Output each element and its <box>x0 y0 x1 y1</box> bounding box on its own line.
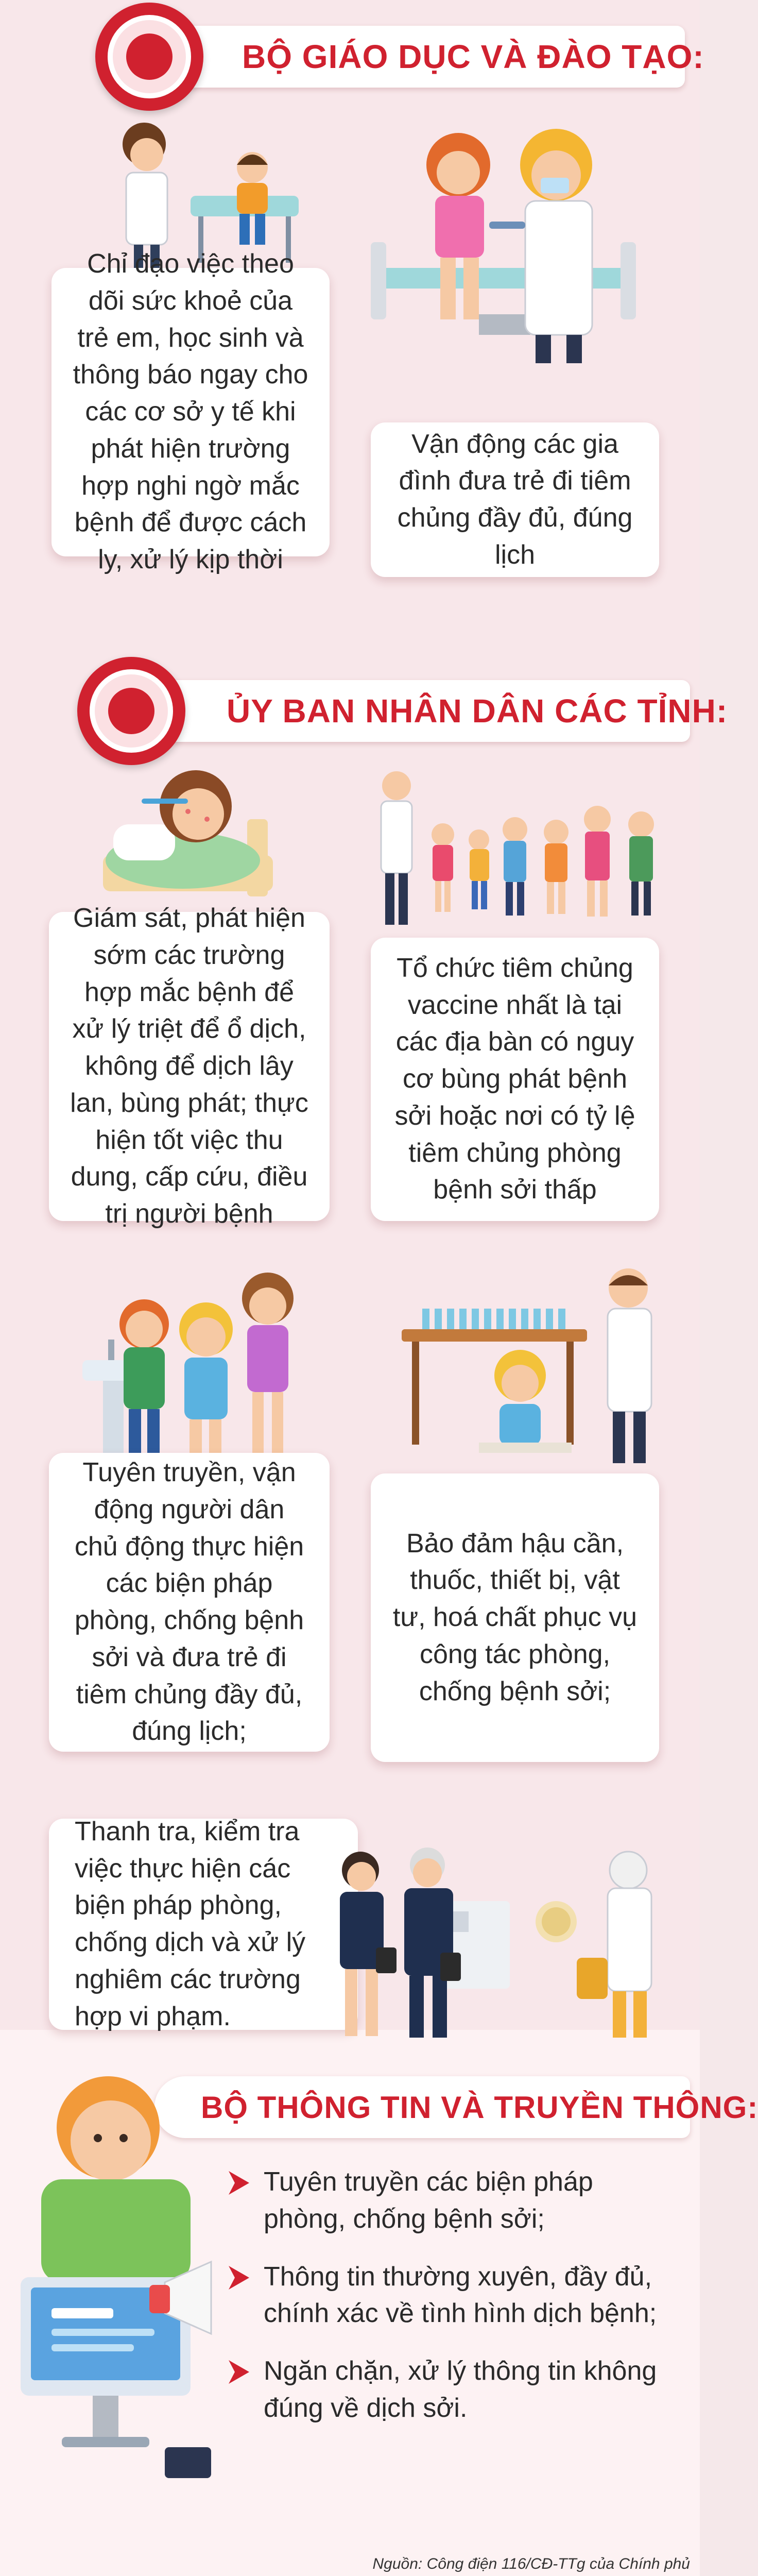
arrow-icon <box>227 2264 251 2292</box>
source-note: Nguồn: Công điện 116/CĐ-TTg của Chính phủ <box>372 2555 690 2572</box>
province-item-4-card <box>371 1473 659 1762</box>
education-item-1-text: Chỉ đạo việc theo dõi sức khoẻ của trẻ em, học sinh và thông báo ngay cho các cơ sở y tế khi phát hiện trường hợp nghi ngờ mắc bệnh để được cách ly, xử lý kịp thời <box>73 249 308 575</box>
section-3-title: BỘ THÔNG TIN VÀ TRUYỀN THÔNG: <box>201 2090 758 2125</box>
section-2-title: ỦY BAN NHÂN DÂN CÁC TỈNH: <box>227 692 728 730</box>
province-item-2-card <box>371 938 659 1221</box>
section-3-banner <box>154 2076 758 2138</box>
province-item-1-text: Giám sát, phát hiện sớm các trường hợp mắc bệnh để xử lý triệt để ổ dịch, không để dịch lây lan, bùng phát; thực hiện tốt việc thu dung, cấp cứu, điều trị người bệnh <box>70 903 308 1229</box>
info-bullet-list <box>227 2164 680 2427</box>
education-item-2-text: Vận động các gia đình đưa trẻ đi tiêm chủng đầy đủ, đúng lịch <box>397 429 633 570</box>
education-item-1-card <box>51 249 330 575</box>
info-bullet-3 <box>227 2353 680 2427</box>
education-item-2-card <box>371 422 659 577</box>
inspectors-illustration <box>319 1844 690 2040</box>
children-queue-illustration <box>360 762 669 938</box>
province-item-5-card <box>49 1816 358 2031</box>
nurse-vaccine-illustration <box>360 108 649 366</box>
section-1-title: BỘ GIÁO DỤC VÀ ĐÀO TẠO: <box>242 38 704 75</box>
province-item-4-text: Bảo đảm hậu cần, thuốc, thiết bị, vật tư, hoá chất phục vụ công tác phòng, chống bệnh sởi; <box>392 1528 638 1706</box>
info-bullet-2-text: Thông tin thường xuyên, đầy đủ, chính xác về tình hình dịch bệnh; <box>264 2261 657 2329</box>
handwashing-children-illustration <box>72 1267 319 1484</box>
info-bullet-2 <box>227 2259 680 2333</box>
medical-supplies-illustration <box>391 1257 680 1473</box>
computer-megaphone-illustration <box>10 2056 216 2483</box>
arrow-icon <box>227 2169 251 2197</box>
arrow-icon <box>227 2358 251 2386</box>
province-item-2-text: Tổ chức tiêm chủng vaccine nhất là tại các địa bàn có nguy cơ bùng phát bệnh sởi hoặc nơi có tỷ lệ tiêm chủng phòng bệnh sởi thấp <box>394 953 635 1205</box>
section-1-badge-icon <box>95 3 203 111</box>
info-bullet-1-text: Tuyên truyền các biện pháp phòng, chống bệnh sởi; <box>264 2167 593 2234</box>
province-item-5-text: Thanh tra, kiểm tra việc thực hiện các biện pháp phòng, chống dịch và xử lý nghiêm các trường hợp vi phạm. <box>75 1816 306 2031</box>
section-2-badge-icon <box>77 657 185 765</box>
section-1-banner <box>154 26 704 88</box>
info-bullet-1 <box>227 2164 680 2238</box>
info-bullet-3-text: Ngăn chặn, xử lý thông tin không đúng về dịch sởi. <box>264 2356 657 2423</box>
sick-child-illustration <box>93 757 299 912</box>
province-item-3-card <box>49 1453 330 1752</box>
province-item-1-card <box>49 903 330 1229</box>
province-item-3-text: Tuyên truyền, vận động người dân chủ động thực hiện các biện pháp phòng, chống bệnh sởi và đưa trẻ đi tiêm chủng đầy đủ, đúng lịch; <box>74 1458 304 1747</box>
section-2-banner <box>139 680 728 742</box>
